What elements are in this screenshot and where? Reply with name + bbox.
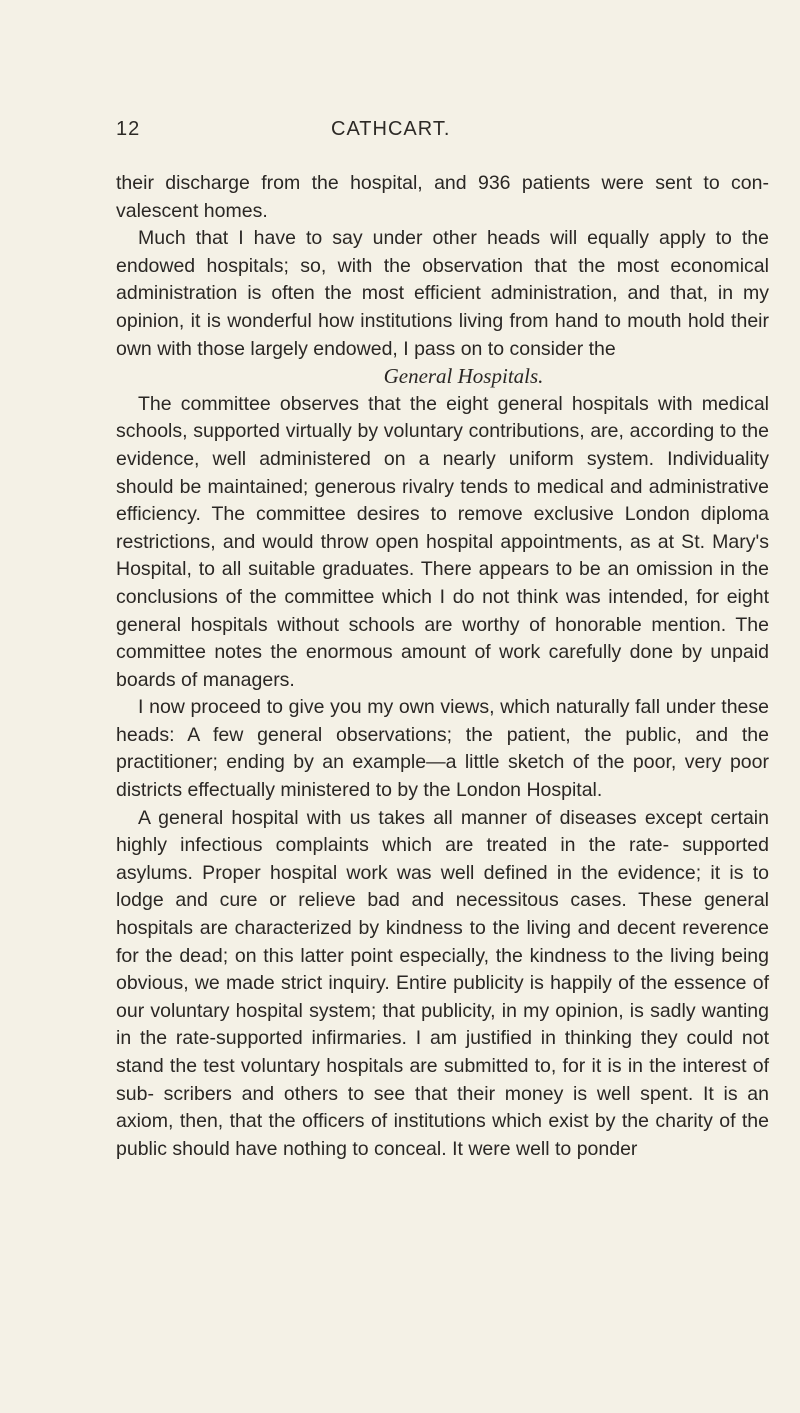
paragraph-own-views: I now proceed to give you my own views, which naturally fall under these heads: A few general observations; the patient, the public, and the practitioner; ending by an example—a little sketch of the poor, very poor districts effectually ministered to by the London Hospital. — [116, 696, 769, 802]
paragraph-general-hospital: A general hospital with us takes all manner of diseases except certain highly infectious complaints which are treated in the rate- supported asylums. Proper hospital work was well defined in the evidence; it is to lodge and cure or relieve bad and necessitous cases. These general hospitals are characterized by kindness to the living and decent reverence for the dead; on this latter point especially, the kindness to the living being obvious, we made strict inquiry. Entire publicity is happily of the essence of our voluntary hospital system; that publicity, in my opinion, is sadly wanting in the rate-supported infirmaries. I am justified in thinking they could not stand the test voluntary hospitals are submitted to, for it is in the interest of sub- scribers and others to see that their money is well spent. It is an axiom, then, that the officers of institutions which exist by the charity of the public should have nothing to conceal. It were well to ponder — [116, 806, 769, 1160]
page-number: 12 — [116, 118, 141, 140]
paragraph-committee-observations: The committee observes that the eight general hospitals with medical schools, supported virtually by voluntary contributions, are, according to the evidence, well administered on a nearly uniform system. Individuality should be maintained; generous rivalry tends to medical and administrative efficiency. The committee desires to remove exclusive London diploma restrictions, and would throw open hospital appointments, as at St. Mary's Hospital, to all suitable graduates. There appears to be an omission in the conclusions of the committee which I do not think was intended, for eight general hospitals without schools are worthy of honorable mention. The committee notes the enormous amount of work carefully done by unpaid boards of managers. — [116, 392, 769, 691]
running-head — [0, 116, 800, 148]
running-title: CATHCART. — [331, 118, 451, 140]
section-heading-general-hospitals: General Hospitals. — [383, 364, 544, 389]
paragraph-continuation: their discharge from the hospital, and 936 patients were sent to con- valescent homes. — [116, 172, 769, 222]
paragraph-endowed-hospitals: Much that I have to say under other heads will equally apply to the endowed hospitals; so, with the observation that the most economical administration is often the most efficient administration, and that, in my opinion, it is wonderful how institutions living from hand to mouth hold their own with those largely endowed, I pass on to consider the — [116, 227, 769, 360]
body-text — [116, 170, 769, 1163]
